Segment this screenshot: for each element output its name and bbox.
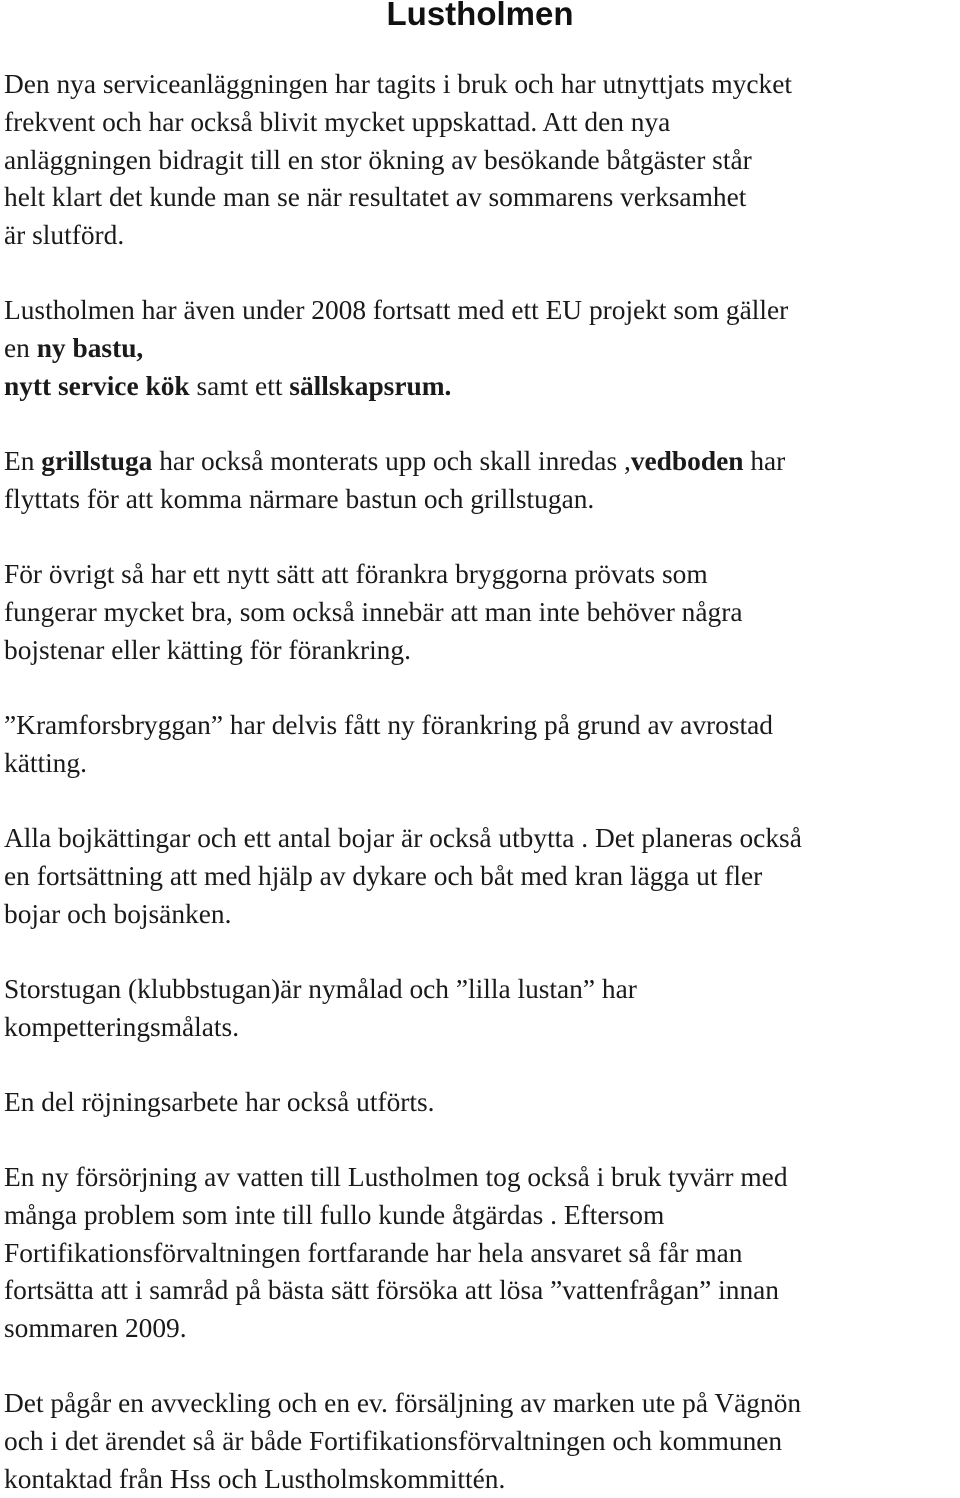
text-run: fortsätta att i samråd på bästa sätt försöka att lösa ”vattenfrågan” innan [4,1275,780,1306]
text-line [4,292,960,330]
text-line [4,104,960,142]
bold-text: ny bastu, [36,332,144,363]
text-run: Storstugan (klubbstugan)är nymålad och ”lilla lustan” har [4,974,637,1004]
text-line [4,1461,960,1498]
paragraph-grillstuga [4,443,960,519]
paragraph-rojning [4,1084,960,1122]
text-line [4,971,960,1009]
text-line [4,594,960,632]
text-line [4,707,960,745]
text-run: samt ett [189,370,290,401]
bold-text: sällskapsrum. [289,370,452,401]
text-run: Fortifikationsförvaltningen fortfarande har hela ansvaret så får man [4,1237,743,1268]
bold-text: nytt service kök [4,370,190,401]
text-run: en fortsättning att med hjälp av dykare och båt med kran lägga ut fler [4,860,763,891]
text-line [4,66,960,104]
text-line [4,368,960,406]
text-line [4,1272,960,1310]
paragraph-vagnon [4,1385,960,1498]
text-run: frekvent och har också blivit mycket uppskattad. Att den nya [4,106,671,137]
text-run: en [4,332,37,363]
text-line [4,443,960,481]
document-title: Lustholmen [386,0,574,32]
text-run: helt klart det kunde man se när resultatet av sommarens verksamhet [4,182,747,213]
text-line [4,896,960,934]
text-line [4,217,960,255]
text-run: Den nya serviceanläggningen har tagits i bruk och har utnyttjats mycket [4,69,793,99]
text-line [4,481,960,519]
bold-text: vedboden [630,446,744,476]
paragraph-bryggor [4,556,960,669]
paragraph-vatten [4,1159,960,1348]
text-line [4,179,960,217]
text-line [4,1197,960,1235]
text-run: Det pågår en avveckling och en ev. försäljning av marken ute på Vägnön [4,1388,802,1418]
paragraph-service-facility [4,66,960,255]
paragraph-kramforsbryggan [4,707,960,783]
text-run: kompetteringsmålats. [4,1011,240,1042]
text-run: och i det ärendet så är både Fortifikationsförvaltningen och kommunen [4,1425,783,1456]
text-line [4,1009,960,1047]
text-line [4,142,960,180]
text-run: En del röjningsarbete har också utförts. [4,1087,435,1117]
text-line [4,1084,960,1122]
text-run: anläggningen bidragit till en stor ökning av besökande båtgäster står [4,144,752,175]
paragraph-storstugan [4,971,960,1047]
text-run: många problem som inte till fullo kunde åtgärdas . Eftersom [4,1199,665,1230]
text-run: För övrigt så har ett nytt sätt att förankra bryggorna prövats som [4,559,708,589]
text-line [4,1159,960,1197]
text-line [4,632,960,670]
text-run: ”Kramforsbryggan” har delvis fått ny förankring på grund av avrostad [4,710,773,740]
text-run: flyttats för att komma närmare bastun och grillstugan. [4,483,595,514]
text-run: kontaktad från Hss och Lustholmskommittén. [4,1463,506,1494]
text-run: fungerar mycket bra, som också innebär att man inte behöver några [4,596,743,627]
text-line [4,858,960,896]
text-run: är slutförd. [4,220,125,251]
text-line [4,330,960,368]
text-line [4,1423,960,1461]
text-line [4,820,960,858]
text-run: Alla bojkättingar och ett antal bojar är också utbytta . Det planeras också [4,823,802,853]
text-line [4,556,960,594]
paragraph-eu-project [4,292,960,405]
text-line [4,1310,960,1348]
text-line [4,1235,960,1273]
text-run: bojar och bojsänken. [4,898,232,929]
text-run: Lustholmen har även under 2008 fortsatt med ett EU projekt som gäller [4,295,789,325]
text-line [4,1385,960,1423]
bold-text: grillstuga [41,446,153,476]
text-line [4,745,960,783]
paragraph-bojar [4,820,960,933]
text-run: kätting. [4,747,87,778]
text-run: sommaren 2009. [4,1313,187,1344]
text-run: har också monterats upp och skall inredas , [152,446,631,476]
text-run: har [743,446,786,476]
text-run: En [4,446,42,476]
text-run: bojstenar eller kätting för förankring. [4,634,411,665]
text-run: En ny försörjning av vatten till Lustholmen tog också i bruk tyvärr med [4,1162,788,1192]
